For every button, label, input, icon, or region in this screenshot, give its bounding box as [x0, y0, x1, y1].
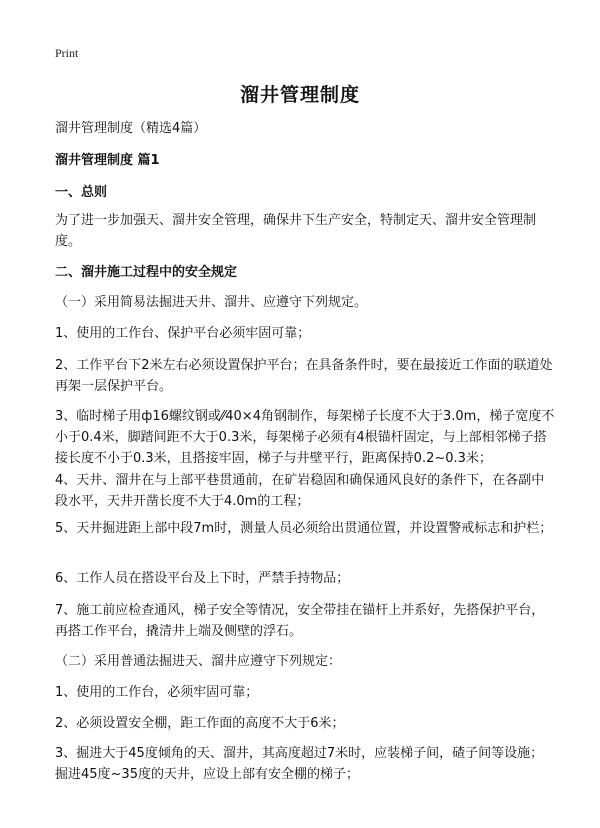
list-item: 1、使用的工作台，必须牢固可靠； — [55, 685, 259, 700]
list-item: 4、天井、溜井在与上部平巷贯通前，在矿岩稳固和确保通风良好的条件下，在各副中段水平，天井开凿长度不大于4.0m的工程； — [55, 473, 545, 509]
list-item: 1、使用的工作台、保护平台必须牢固可靠； — [55, 326, 311, 341]
article-heading: 溜井管理制度 篇1 — [55, 153, 160, 168]
section1-paragraph: 为了进一步加强天、溜井安全管理，确保井下生产安全，特制定天、溜井安全管理制度。 — [55, 213, 537, 249]
list-item: 3、临时梯子用ф16螺纹钢或⁄⁄40×4角钢制作，每架梯子长度不大于3.0m，梯子宽度不小于0.4米，脚踏间距不大于0.3米，每架梯子必须有4根锚杆固定，与上部相邻梯子搭接长度不小于0.3米，且搭接牢固，梯子与井壁平行，距离保持0.2~0.3米； — [55, 409, 555, 466]
document-title: 溜井管理制度 — [239, 84, 360, 106]
subtitle: 溜井管理制度（精选4篇） — [55, 121, 207, 136]
list-item: 3、掘进大于45度倾角的天、溜井，其高度超过7米时，应装梯子间，碴子间等设施；掘进45度~35度的天井，应设上部有安全棚的梯子； — [55, 746, 544, 782]
section2-heading: 二、溜井施工过程中的安全规定 — [55, 265, 238, 280]
list-item: 2、工作平台下2米左右必须设置保护平台；在具备条件时，要在最接近工作面的联道处再架一层保护平台。 — [55, 358, 553, 394]
list-item: 5、天井掘进距上部中段7m时，测量人员必须给出贯通位置，并设置警戒标志和护栏； — [55, 521, 553, 536]
subsection1-heading: （一）采用简易法掘进天井、溜井、应遵守下列规定。 — [55, 295, 368, 310]
list-item: 2、必须设置安全棚，距工作面的高度不大于6米； — [55, 716, 345, 731]
print-label: Print — [55, 46, 79, 60]
list-item: 7、施工前应检查通风，梯子安全等情况，安全带挂在锚杆上并系好，先搭保护平台，再搭工作平台，撬清井上端及侧壁的浮石。 — [55, 603, 545, 639]
subsection2-heading: （二）采用普通法掘进天、溜井应遵守下列规定： — [55, 654, 342, 669]
section1-heading: 一、总则 — [55, 185, 108, 200]
list-item: 6、工作人员在搭设平台及上下时，严禁手持物品； — [55, 571, 350, 586]
